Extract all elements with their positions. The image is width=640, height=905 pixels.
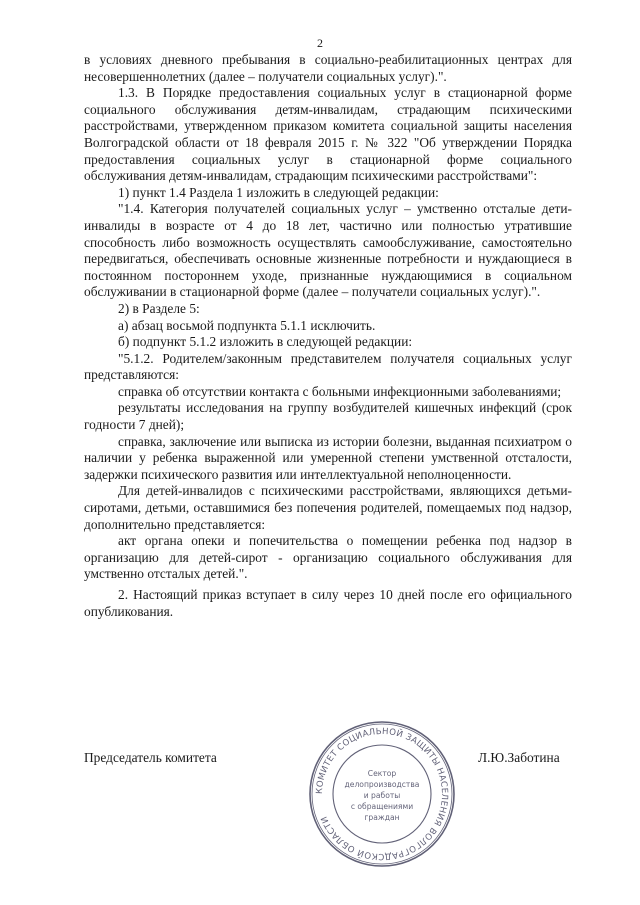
paragraph-item-b: б) подпункт 5.1.2 изложить в следующей редакции:	[118, 334, 413, 350]
paragraph-quote-5-1-2: "5.1.2. Родителем/законным представителем получателя социальных услуг представляются:	[84, 350, 572, 383]
paragraph-guardianship-act: акт органа опеки и попечительства о помещении ребенка под надзор в организацию для детей-сирот - организацию социального обслуживания для умственно отсталых детей.".	[84, 533, 572, 582]
signature-name: Л.Ю.Заботина	[478, 750, 560, 765]
stamp-line-1: Сектор	[367, 769, 397, 778]
official-stamp	[306, 718, 458, 870]
paragraph-1-3: 1.3. В Порядке предоставления социальных услуг в стационарной форме социального обслуживания детям-инвалидам, страдающим психическими расстройствами, утвержденном приказом комитета социальной защиты населения Волгоградской области от 18 февраля 2015 г. № 322 "Об утверждении Порядка предоставления социальных услуг в стационарной форме социального обслуживания детям-инвалидам, страдающим психическими расстройствами":	[84, 85, 572, 184]
stamp-line-4: с обращениями	[350, 802, 414, 811]
paragraph-orphans: Для детей-инвалидов с психическими расстройствами, являющихся детьми-сиротами, детьми, оставшимися без попечения родителей, помещаемых под надзор, дополнительно представляется:	[84, 483, 572, 532]
paragraph-continuation: в условиях дневного пребывания в социально-реабилитационных центрах для несовершеннолетних (далее – получатели социальных услуг).".	[84, 52, 572, 84]
page-number: 2	[317, 36, 323, 50]
stamp-line-3: и работы	[363, 791, 401, 800]
stamp-ring-text: КОМИТЕТ СОЦИАЛЬНОЙ ЗАЩИТЫ НАСЕЛЕНИЯ ВОЛГОГРАДСКОЙ ОБЛАСТИ	[314, 726, 450, 862]
paragraph-doc-tests: результаты исследования на группу возбудителей кишечных инфекций (срок годности 7 дней);	[84, 400, 572, 433]
signature-title: Председатель комитета	[84, 750, 217, 765]
stamp-line-5: граждан	[364, 813, 400, 822]
paragraph-item-1: 1) пункт 1.4 Раздела 1 изложить в следующей редакции:	[118, 184, 439, 200]
paragraph-doc-psychiatrist: справка, заключение или выписка из истории болезни, выданная психиатром о наличии у ребенка выраженной или умеренной степени умственной отсталости, задержки психического развития или интеллектуальной неполноценности.	[84, 433, 572, 482]
paragraph-item-a: а) абзац восьмой подпункта 5.1.1 исключить.	[118, 317, 376, 333]
paragraph-effective-date: 2. Настоящий приказ вступает в силу через 10 дней после его официального опубликования.	[84, 587, 572, 619]
paragraph-item-2: 2) в Разделе 5:	[118, 300, 200, 316]
stamp-line-2: делопроизводства	[344, 780, 420, 789]
document-body	[84, 52, 572, 620]
paragraph-doc-certificate: справка об отсутствии контакта с больными инфекционными заболеваниями;	[118, 383, 562, 399]
paragraph-quote-1-4: "1.4. Категория получателей социальных услуг – умственно отсталые дети-инвалиды в возрасте от 4 до 18 лет, частично или полностью утратившие способность либо возможность осуществлять самообслуживание, самостоятельно передвигаться, обеспечивать основные жизненные потребности и нуждающиеся в постоянном постороннем уходе, признанные нуждающимися в социальном обслуживании в стационарной форме (далее – получатели социальных услуг).".	[84, 201, 572, 300]
